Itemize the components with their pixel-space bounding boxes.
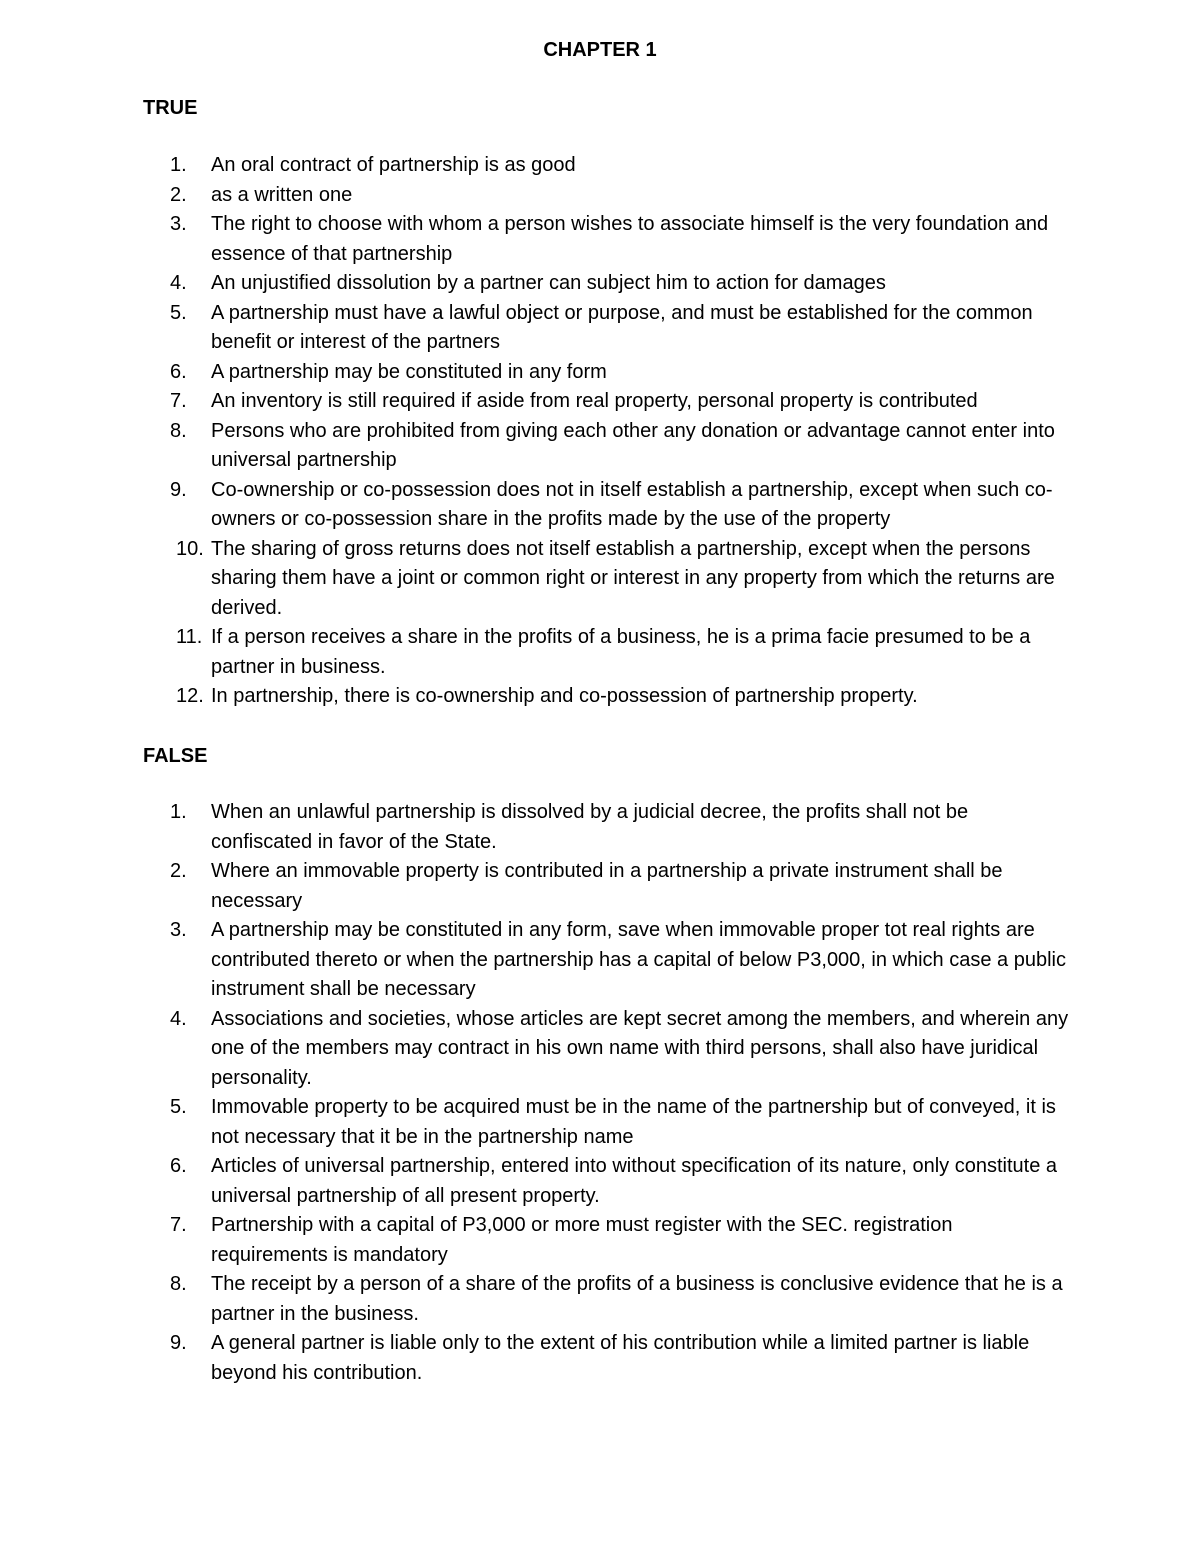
- list-item: [0, 1211, 1071, 1270]
- list-item: [0, 916, 1071, 1005]
- item-number: 5.: [170, 1096, 187, 1118]
- item-text: A partnership must have a lawful object or purpose, and must be established for the common benefit or interest of the partners: [211, 301, 1033, 353]
- list-item: [0, 358, 1071, 388]
- item-text: An oral contract of partnership is as good: [211, 154, 576, 176]
- list-item: [0, 269, 1071, 299]
- list-item: [0, 1093, 1071, 1152]
- item-number: 5.: [170, 301, 187, 324]
- list-item: [0, 299, 1071, 358]
- item-text: A general partner is liable only to the extent of his contribution while a limited partner is liable beyond his contribution.: [211, 1332, 1030, 1384]
- list-item: [0, 476, 1071, 535]
- list-item: [0, 623, 1071, 682]
- item-number: 11.: [176, 626, 203, 648]
- list-item: [0, 1329, 1071, 1388]
- list-item: [0, 181, 1071, 211]
- list-item: [0, 387, 1071, 417]
- list-item: [0, 682, 1071, 712]
- item-number: 1.: [170, 154, 187, 176]
- item-text: The sharing of gross returns does not itself establish a partnership, except when the persons sharing them have a joint or common right or interest in any property from which the returns are derived.: [211, 537, 1055, 619]
- item-number: 4.: [170, 272, 187, 294]
- item-number: 7.: [170, 390, 187, 412]
- list-item: [0, 151, 1071, 181]
- item-number: 8.: [170, 419, 187, 442]
- item-text: as a written one: [211, 183, 353, 206]
- list-item: [0, 1005, 1071, 1094]
- item-number: 4.: [170, 1007, 187, 1030]
- item-text: When an unlawful partnership is dissolved by a judicial decree, the profits shall not be confiscated in favor of the State.: [211, 801, 969, 853]
- item-text: Immovable property to be acquired must be in the name of the partnership but of conveyed, it is not necessary that it be in the partnership name: [211, 1096, 1056, 1148]
- false-section-heading: FALSE: [143, 745, 208, 767]
- list-item: [0, 798, 1071, 857]
- item-text: The right to choose with whom a person wishes to associate himself is the very foundation and essence of that partnership: [211, 213, 1049, 265]
- false-statements-list: [0, 798, 1200, 1388]
- item-text: Co-ownership or co-possession does not in itself establish a partnership, except when such co-owners or co-possession share in the profits made by the use of the property: [211, 478, 1053, 530]
- list-item: [0, 1152, 1071, 1211]
- item-text: Associations and societies, whose articles are kept secret among the members, and wherein any one of the members may contract in his own name with third persons, shall also have juridical personality.: [211, 1007, 1069, 1089]
- true-statements-list: [0, 151, 1200, 712]
- item-text: An unjustified dissolution by a partner can subject him to action for damages: [211, 272, 886, 294]
- item-text: Articles of universal partnership, entered into without specification of its nature, only constitute a universal partnership of all present property.: [211, 1155, 1058, 1207]
- item-number: 3.: [170, 919, 187, 941]
- item-text: Where an immovable property is contributed in a partnership a private instrument shall be necessary: [211, 860, 1003, 912]
- item-number: 6.: [170, 1155, 187, 1177]
- item-text: Persons who are prohibited from giving each other any donation or advantage cannot enter into universal partnership: [211, 419, 1055, 471]
- item-text: The receipt by a person of a share of the profits of a business is conclusive evidence that he is a partner in the business.: [211, 1273, 1063, 1325]
- item-text: A partnership may be constituted in any form: [211, 360, 607, 383]
- item-number: 9.: [170, 478, 187, 501]
- item-number: 12.: [176, 685, 204, 707]
- list-item: [0, 1270, 1071, 1329]
- item-text: Partnership with a capital of P3,000 or more must register with the SEC. registration requirements is mandatory: [211, 1214, 953, 1266]
- item-number: 2.: [170, 860, 187, 882]
- chapter-title: CHAPTER 1: [543, 39, 657, 61]
- item-number: 8.: [170, 1273, 187, 1295]
- item-number: 10.: [176, 537, 204, 560]
- item-text: A partnership may be constituted in any form, save when immovable proper tot real rights are contributed thereto or when the partnership has a capital of below P3,000, in which case a public instrument shall be necessary: [211, 919, 1066, 1000]
- list-item: [0, 857, 1071, 916]
- true-section-heading: TRUE: [143, 97, 198, 119]
- item-number: 1.: [170, 801, 187, 823]
- item-number: 9.: [170, 1332, 187, 1354]
- item-number: 6.: [170, 360, 187, 383]
- list-item: [0, 535, 1071, 624]
- list-item: [0, 210, 1071, 269]
- item-number: 3.: [170, 213, 187, 235]
- item-text: If a person receives a share in the profits of a business, he is a prima facie presumed to be a partner in business.: [211, 626, 1031, 678]
- item-number: 2.: [170, 183, 187, 206]
- list-item: [0, 417, 1071, 476]
- item-number: 7.: [170, 1214, 187, 1236]
- item-text: An inventory is still required if aside from real property, personal property is contributed: [211, 390, 978, 412]
- item-text: In partnership, there is co-ownership and co-possession of partnership property.: [211, 685, 918, 707]
